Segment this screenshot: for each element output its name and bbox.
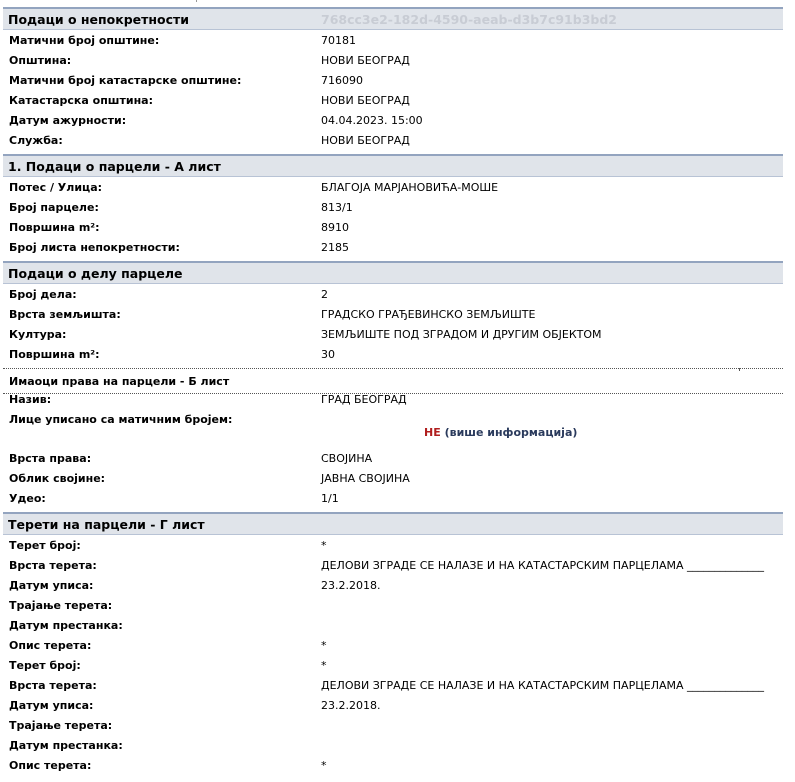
- row-label: Трајање терета:: [9, 599, 113, 612]
- burden-row: [3, 556, 783, 576]
- row-label: Број дела:: [9, 288, 77, 301]
- row-value: СВОЈИНА: [321, 452, 373, 465]
- row-label: Матични број катастарске општине:: [9, 74, 242, 87]
- row-label: Катастарска општина:: [9, 94, 153, 107]
- burden-row: [3, 536, 783, 556]
- section-header-parcel: [3, 154, 783, 177]
- owner-id-row: [3, 410, 783, 430]
- row-value: ГРАДСКО ГРАЂЕВИНСКО ЗЕМЉИШТЕ: [321, 308, 536, 321]
- row-value: 8910: [321, 221, 349, 234]
- section-header-part: [3, 261, 783, 284]
- parcel-row: [3, 218, 783, 238]
- property-row: [3, 111, 783, 131]
- row-label: Опис терета:: [9, 759, 92, 772]
- row-label: Врста терета:: [9, 559, 97, 572]
- section-title: Терети на парцели - Г лист: [8, 517, 205, 532]
- top-cut-border: [0, 0, 795, 4]
- row-label: Удео:: [9, 492, 46, 505]
- row-label: Датум уписа:: [9, 579, 94, 592]
- row-value: *: [321, 639, 327, 652]
- row-value: НОВИ БЕОГРАД: [321, 54, 410, 67]
- section-header-property: [3, 7, 783, 30]
- parcel-row: [3, 178, 783, 198]
- row-value: *: [321, 759, 327, 772]
- section-header-burdens: [3, 512, 783, 535]
- row-value: ЗЕМЉИШТЕ ПОД ЗГРАДОМ И ДРУГИМ ОБЈЕКТОМ: [321, 328, 602, 341]
- row-label: Терет број:: [9, 539, 81, 552]
- row-value: 813/1: [321, 201, 353, 214]
- more-info-link[interactable]: (више информација): [444, 426, 578, 439]
- row-value: 2: [321, 288, 328, 301]
- row-label: Датум уписа:: [9, 699, 94, 712]
- row-label: Потес / Улица:: [9, 181, 103, 194]
- property-row: [3, 91, 783, 111]
- row-label: Датум престанка:: [9, 739, 123, 752]
- parcel-row: [3, 198, 783, 218]
- row-label: Врста земљишта:: [9, 308, 121, 321]
- section-title: 1. Подаци о парцели - А лист: [8, 159, 221, 174]
- burden-row: [3, 576, 783, 596]
- row-value: 04.04.2023. 15:00: [321, 114, 423, 127]
- row-label: Лице уписано са матичним бројем:: [9, 413, 233, 426]
- row-value: 2185: [321, 241, 349, 254]
- owner-name-row: [3, 390, 783, 410]
- burden-row: [3, 716, 783, 736]
- burden-row: [3, 596, 783, 616]
- owner-row: [3, 489, 783, 509]
- part-row: [3, 305, 783, 325]
- burden-row: [3, 616, 783, 636]
- part-row: [3, 325, 783, 345]
- row-label: Терет број:: [9, 659, 81, 672]
- row-value: ДЕЛОВИ ЗГРАДЕ СЕ НАЛАЗЕ И НА КАТАСТАРСКИМ ПАРЦЕЛАМА ______________: [321, 679, 765, 692]
- row-label: Служба:: [9, 134, 63, 147]
- row-value: 1/1: [321, 492, 339, 505]
- burden-row: [3, 736, 783, 756]
- row-label: Матични број општине:: [9, 34, 160, 47]
- owner-row: [3, 449, 783, 469]
- row-label: Опис терета:: [9, 639, 92, 652]
- property-row: [3, 71, 783, 91]
- part-row: [3, 285, 783, 305]
- row-label: Број парцеле:: [9, 201, 99, 214]
- burden-row: [3, 656, 783, 676]
- section-title: Подаци о делу парцеле: [8, 266, 183, 281]
- row-label: Општина:: [9, 54, 72, 67]
- row-value: НОВИ БЕОГРАД: [321, 134, 410, 147]
- burden-row: [3, 756, 783, 776]
- property-row: [3, 31, 783, 51]
- row-value: ДЕЛОВИ ЗГРАДЕ СЕ НАЛАЗЕ И НА КАТАСТАРСКИМ ПАРЦЕЛАМА ______________: [321, 559, 765, 572]
- owners-title: Имаоци права на парцели - Б лист: [9, 375, 230, 388]
- row-value: *: [321, 539, 327, 552]
- burden-row: [3, 636, 783, 656]
- row-value: НОВИ БЕОГРАД: [321, 94, 410, 107]
- row-label: Врста терета:: [9, 679, 97, 692]
- row-value: 23.2.2018.: [321, 579, 381, 592]
- row-value: БЛАГОЈА МАРЈАНОВИЋА-МОШЕ: [321, 181, 499, 194]
- section-title: Подаци о непокретности: [8, 12, 190, 27]
- row-label: Површина m²:: [9, 221, 100, 234]
- row-label: Врста права:: [9, 452, 92, 465]
- row-label: Површина m²:: [9, 348, 100, 361]
- parcel-row: [3, 238, 783, 258]
- row-label: Култура:: [9, 328, 67, 341]
- row-label: Број листа непокретности:: [9, 241, 180, 254]
- row-value: 30: [321, 348, 335, 361]
- burden-row: [3, 676, 783, 696]
- burden-row: [3, 696, 783, 716]
- row-value: ГРАД БЕОГРАД: [321, 393, 407, 406]
- owner-id-info: [424, 426, 577, 439]
- property-row: [3, 131, 783, 151]
- row-label: Датум ажурности:: [9, 114, 127, 127]
- row-value: 716090: [321, 74, 363, 87]
- property-row: [3, 51, 783, 71]
- part-row: [3, 345, 783, 365]
- owner-id-no: НЕ: [424, 426, 441, 439]
- row-label: Назив:: [9, 393, 52, 406]
- property-guid: 768cc3e2-182d-4590-aeab-d3b7c91b3bd2: [321, 12, 617, 27]
- row-value: ЈАВНА СВОЈИНА: [321, 472, 410, 485]
- owner-row: [3, 469, 783, 489]
- row-value: *: [321, 659, 327, 672]
- row-value: 70181: [321, 34, 356, 47]
- row-label: Датум престанка:: [9, 619, 123, 632]
- row-label: Облик својине:: [9, 472, 106, 485]
- row-value: 23.2.2018.: [321, 699, 381, 712]
- row-label: Трајање терета:: [9, 719, 113, 732]
